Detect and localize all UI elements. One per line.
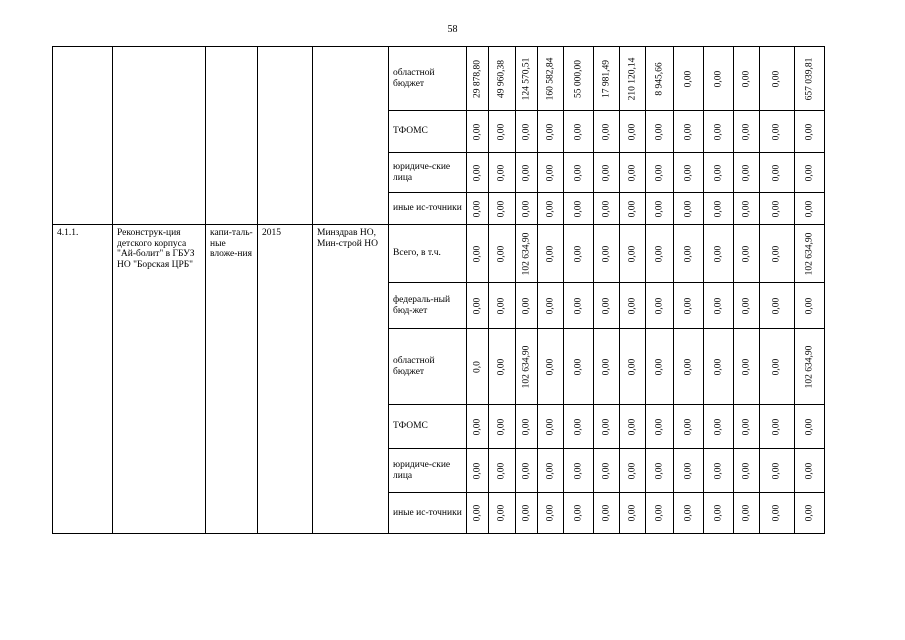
value-cell <box>489 47 516 111</box>
value-text: 29 878,80 <box>472 59 483 98</box>
value-text: 0,00 <box>601 358 612 375</box>
value-cell <box>734 111 760 153</box>
value-cell <box>564 225 594 283</box>
value-cell <box>594 493 620 534</box>
value-cell <box>620 493 646 534</box>
value-cell <box>795 449 825 493</box>
value-text: 0,00 <box>521 200 532 217</box>
value-text: 0,00 <box>627 123 638 140</box>
value-cell <box>646 225 674 283</box>
value-text: 0,00 <box>601 418 612 435</box>
value-text: 0,00 <box>741 462 752 479</box>
value-text: 0,00 <box>627 200 638 217</box>
item-name: Реконструк-ция детского корпуса "Ай-болит" в ГБУЗ НО "Борская ЦРБ" <box>113 225 206 534</box>
value-cell <box>467 329 489 405</box>
value-cell <box>734 493 760 534</box>
value-text: 0,00 <box>713 504 724 522</box>
value-text: 124 570,51 <box>521 57 532 100</box>
value-text: 0,00 <box>496 164 507 181</box>
value-text: 0,00 <box>573 245 584 262</box>
value-cell <box>489 111 516 153</box>
value-text: 0,00 <box>713 123 724 140</box>
value-text: 0,00 <box>771 297 782 314</box>
value-cell <box>489 225 516 283</box>
value-text: 0,00 <box>741 504 752 522</box>
value-cell <box>594 193 620 225</box>
value-cell <box>646 449 674 493</box>
value-cell <box>594 283 620 329</box>
value-text: 102 634,90 <box>521 345 532 388</box>
value-text: 0,00 <box>472 462 483 479</box>
value-text: 0,00 <box>771 200 782 217</box>
item-year: 2015 <box>258 225 313 534</box>
value-text: 0,00 <box>654 123 665 140</box>
value-cell <box>516 329 538 405</box>
value-cell <box>674 493 704 534</box>
value-cell <box>704 493 734 534</box>
value-cell <box>538 153 564 193</box>
value-cell <box>760 193 795 225</box>
value-text: 0,00 <box>601 297 612 314</box>
item-number: 4.1.1. <box>53 225 113 534</box>
value-cell <box>467 111 489 153</box>
empty-cell <box>313 47 389 225</box>
value-text: 0,00 <box>683 418 694 435</box>
value-cell <box>734 329 760 405</box>
value-cell <box>760 111 795 153</box>
value-text: 0,00 <box>601 123 612 140</box>
value-cell <box>674 111 704 153</box>
value-cell <box>734 405 760 449</box>
value-cell <box>704 225 734 283</box>
value-text: 0,00 <box>601 504 612 522</box>
value-text: 0,00 <box>771 418 782 435</box>
value-cell <box>704 449 734 493</box>
value-text: 657 039,81 <box>804 57 815 100</box>
value-cell <box>620 153 646 193</box>
value-text: 0,00 <box>654 504 665 522</box>
value-text: 0,00 <box>741 245 752 262</box>
value-cell <box>760 329 795 405</box>
value-cell <box>564 153 594 193</box>
empty-cell <box>258 47 313 225</box>
value-cell <box>674 193 704 225</box>
value-text: 0,00 <box>545 123 556 140</box>
value-text: 0,00 <box>713 462 724 479</box>
value-text: 0,00 <box>545 504 556 522</box>
value-cell <box>564 493 594 534</box>
value-text: 0,00 <box>713 164 724 181</box>
value-text: 0,00 <box>472 123 483 140</box>
value-cell <box>516 111 538 153</box>
value-text: 0,00 <box>601 200 612 217</box>
funding-source-label: федераль-ный бюд-жет <box>389 283 467 329</box>
value-text: 0,00 <box>713 297 724 314</box>
value-cell <box>760 449 795 493</box>
value-text: 0,00 <box>627 358 638 375</box>
value-cell <box>674 405 704 449</box>
value-text: 0,00 <box>545 462 556 479</box>
value-cell <box>516 283 538 329</box>
funding-source-label: областной бюджет <box>389 47 467 111</box>
budget-table <box>52 46 825 534</box>
value-cell <box>467 493 489 534</box>
value-text: 0,00 <box>521 297 532 314</box>
value-cell <box>646 493 674 534</box>
value-cell <box>538 329 564 405</box>
value-text: 0,00 <box>713 70 724 87</box>
value-text: 0,00 <box>545 164 556 181</box>
value-text: 0,00 <box>683 245 694 262</box>
value-text: 0,00 <box>573 164 584 181</box>
value-cell <box>646 111 674 153</box>
value-text: 0,00 <box>472 418 483 435</box>
value-text: 0,00 <box>573 418 584 435</box>
value-text: 0,00 <box>496 200 507 217</box>
value-cell <box>674 329 704 405</box>
value-cell <box>734 47 760 111</box>
value-text: 0,00 <box>741 70 752 87</box>
value-cell <box>795 283 825 329</box>
value-text: 0,00 <box>741 297 752 314</box>
value-cell <box>489 405 516 449</box>
value-text: 210 120,14 <box>627 57 638 100</box>
value-text: 0,00 <box>521 462 532 479</box>
page-number: 58 <box>447 24 458 35</box>
value-cell <box>538 111 564 153</box>
value-cell <box>646 47 674 111</box>
value-cell <box>489 153 516 193</box>
value-cell <box>538 225 564 283</box>
value-text: 0,00 <box>771 358 782 375</box>
value-text: 0,00 <box>654 200 665 217</box>
value-cell <box>564 449 594 493</box>
value-cell <box>564 47 594 111</box>
value-cell <box>564 405 594 449</box>
value-text: 0,00 <box>496 123 507 140</box>
value-text: 0,00 <box>804 418 815 435</box>
value-text: 17 981,49 <box>601 59 612 98</box>
value-cell <box>795 47 825 111</box>
value-text: 0,00 <box>683 358 694 375</box>
value-cell <box>564 193 594 225</box>
value-cell <box>516 153 538 193</box>
value-text: 0,00 <box>741 200 752 217</box>
funding-source-label: Всего, в т.ч. <box>389 225 467 283</box>
value-cell <box>760 153 795 193</box>
value-text: 0,00 <box>654 245 665 262</box>
value-text: 0,00 <box>496 358 507 375</box>
value-text: 0,00 <box>654 297 665 314</box>
value-cell <box>795 111 825 153</box>
value-text: 0,0 <box>472 360 483 373</box>
value-cell <box>734 225 760 283</box>
value-text: 0,00 <box>627 297 638 314</box>
value-text: 0,00 <box>683 504 694 522</box>
value-text: 0,00 <box>654 164 665 181</box>
value-cell <box>620 111 646 153</box>
value-cell <box>594 405 620 449</box>
value-cell <box>467 283 489 329</box>
value-cell <box>467 449 489 493</box>
value-text: 0,00 <box>683 462 694 479</box>
value-text: 0,00 <box>573 200 584 217</box>
value-cell <box>516 449 538 493</box>
value-text: 0,00 <box>713 358 724 375</box>
value-cell <box>795 153 825 193</box>
value-cell <box>489 449 516 493</box>
value-text: 0,00 <box>627 504 638 522</box>
value-text: 0,00 <box>545 245 556 262</box>
value-cell <box>760 493 795 534</box>
value-cell <box>760 283 795 329</box>
value-cell <box>620 283 646 329</box>
value-text: 0,00 <box>713 418 724 435</box>
value-text: 0,00 <box>804 123 815 140</box>
value-text: 0,00 <box>545 358 556 375</box>
value-text: 0,00 <box>472 504 483 522</box>
value-text: 0,00 <box>654 358 665 375</box>
funding-source-label: иные ис-точники <box>389 493 467 534</box>
value-text: 0,00 <box>741 418 752 435</box>
value-cell <box>674 47 704 111</box>
value-text: 0,00 <box>573 504 584 522</box>
value-text: 160 582,84 <box>545 57 556 100</box>
table-row <box>53 47 825 111</box>
value-cell <box>734 193 760 225</box>
value-cell <box>594 329 620 405</box>
value-text: 102 634,90 <box>804 345 815 388</box>
value-cell <box>620 225 646 283</box>
value-cell <box>620 193 646 225</box>
value-cell <box>516 47 538 111</box>
value-text: 0,00 <box>545 418 556 435</box>
value-cell <box>704 283 734 329</box>
value-cell <box>594 153 620 193</box>
value-text: 0,00 <box>601 164 612 181</box>
value-text: 0,00 <box>472 164 483 181</box>
value-text: 55 000,00 <box>573 59 584 98</box>
value-text: 0,00 <box>683 164 694 181</box>
value-cell <box>594 47 620 111</box>
value-cell <box>760 405 795 449</box>
value-cell <box>467 225 489 283</box>
value-cell <box>538 283 564 329</box>
value-cell <box>489 283 516 329</box>
value-cell <box>564 283 594 329</box>
value-cell <box>704 153 734 193</box>
value-cell <box>516 225 538 283</box>
value-cell <box>734 449 760 493</box>
value-cell <box>704 329 734 405</box>
value-cell <box>516 193 538 225</box>
value-cell <box>516 405 538 449</box>
value-cell <box>620 329 646 405</box>
value-cell <box>674 225 704 283</box>
value-text: 0,00 <box>496 245 507 262</box>
value-text: 0,00 <box>545 200 556 217</box>
value-cell <box>538 193 564 225</box>
item-type: капи-таль-ные вложе-ния <box>206 225 258 534</box>
value-text: 102 634,90 <box>521 232 532 275</box>
empty-cell <box>113 47 206 225</box>
value-cell <box>646 405 674 449</box>
value-text: 0,00 <box>496 297 507 314</box>
value-text: 0,00 <box>804 164 815 181</box>
funding-source-label: ТФОМС <box>389 111 467 153</box>
value-text: 0,00 <box>683 70 694 87</box>
value-text: 0,00 <box>771 462 782 479</box>
value-text: 0,00 <box>521 164 532 181</box>
value-cell <box>704 47 734 111</box>
value-text: 0,00 <box>627 164 638 181</box>
value-cell <box>674 153 704 193</box>
value-text: 0,00 <box>741 358 752 375</box>
value-text: 0,00 <box>496 462 507 479</box>
value-cell <box>594 225 620 283</box>
value-cell <box>795 193 825 225</box>
value-text: 0,00 <box>521 123 532 140</box>
value-cell <box>538 405 564 449</box>
value-text: 0,00 <box>741 123 752 140</box>
value-cell <box>467 47 489 111</box>
item-executor: Минздрав НО, Мин-строй НО <box>313 225 389 534</box>
value-text: 0,00 <box>741 164 752 181</box>
value-cell <box>795 405 825 449</box>
empty-cell <box>53 47 113 225</box>
value-text: 0,00 <box>472 297 483 314</box>
value-text: 0,00 <box>573 462 584 479</box>
value-cell <box>467 153 489 193</box>
value-text: 0,00 <box>683 200 694 217</box>
value-cell <box>538 493 564 534</box>
value-text: 0,00 <box>496 504 507 522</box>
value-cell <box>620 405 646 449</box>
value-text: 0,00 <box>771 245 782 262</box>
value-cell <box>538 449 564 493</box>
value-text: 49 960,38 <box>496 59 507 98</box>
value-text: 0,00 <box>713 200 724 217</box>
funding-source-label: ТФОМС <box>389 405 467 449</box>
value-cell <box>795 493 825 534</box>
value-text: 0,00 <box>654 462 665 479</box>
value-text: 0,00 <box>804 297 815 314</box>
value-text: 0,00 <box>601 245 612 262</box>
funding-source-label: юридиче-ские лица <box>389 449 467 493</box>
table-row <box>53 225 825 283</box>
value-cell <box>489 493 516 534</box>
value-text: 0,00 <box>804 200 815 217</box>
value-cell <box>489 329 516 405</box>
funding-source-label: юридиче-ские лица <box>389 153 467 193</box>
value-text: 0,00 <box>627 462 638 479</box>
value-text: 0,00 <box>804 504 815 522</box>
value-text: 0,00 <box>521 418 532 435</box>
value-cell <box>704 111 734 153</box>
value-text: 0,00 <box>713 245 724 262</box>
value-text: 0,00 <box>545 297 556 314</box>
value-text: 0,00 <box>627 418 638 435</box>
value-cell <box>594 449 620 493</box>
empty-cell <box>206 47 258 225</box>
value-cell <box>646 283 674 329</box>
value-cell <box>620 47 646 111</box>
value-cell <box>489 193 516 225</box>
value-cell <box>594 111 620 153</box>
funding-source-label: областной бюджет <box>389 329 467 405</box>
value-cell <box>538 47 564 111</box>
value-text: 0,00 <box>573 297 584 314</box>
value-text: 0,00 <box>771 123 782 140</box>
value-text: 0,00 <box>496 418 507 435</box>
value-cell <box>734 153 760 193</box>
value-text: 0,00 <box>683 297 694 314</box>
value-text: 0,00 <box>771 504 782 522</box>
value-text: 0,00 <box>771 164 782 181</box>
value-text: 0,00 <box>521 504 532 522</box>
value-text: 0,00 <box>573 123 584 140</box>
funding-source-label: иные ис-точники <box>389 193 467 225</box>
value-cell <box>467 405 489 449</box>
value-text: 0,00 <box>771 70 782 87</box>
value-text: 0,00 <box>804 462 815 479</box>
value-cell <box>674 283 704 329</box>
value-cell <box>467 193 489 225</box>
value-text: 0,00 <box>683 123 694 140</box>
value-cell <box>795 329 825 405</box>
value-text: 8 945,66 <box>654 61 665 96</box>
value-cell <box>795 225 825 283</box>
value-cell <box>646 329 674 405</box>
value-cell <box>516 493 538 534</box>
value-cell <box>564 111 594 153</box>
value-cell <box>760 47 795 111</box>
value-text: 0,00 <box>601 462 612 479</box>
value-text: 102 634,90 <box>804 232 815 275</box>
value-cell <box>620 449 646 493</box>
value-cell <box>704 193 734 225</box>
value-text: 0,00 <box>472 245 483 262</box>
value-cell <box>704 405 734 449</box>
value-cell <box>564 329 594 405</box>
value-cell <box>760 225 795 283</box>
value-text: 0,00 <box>627 245 638 262</box>
value-text: 0,00 <box>573 358 584 375</box>
value-cell <box>734 283 760 329</box>
value-text: 0,00 <box>654 418 665 435</box>
value-cell <box>674 449 704 493</box>
value-text: 0,00 <box>472 200 483 217</box>
value-cell <box>646 153 674 193</box>
value-cell <box>646 193 674 225</box>
